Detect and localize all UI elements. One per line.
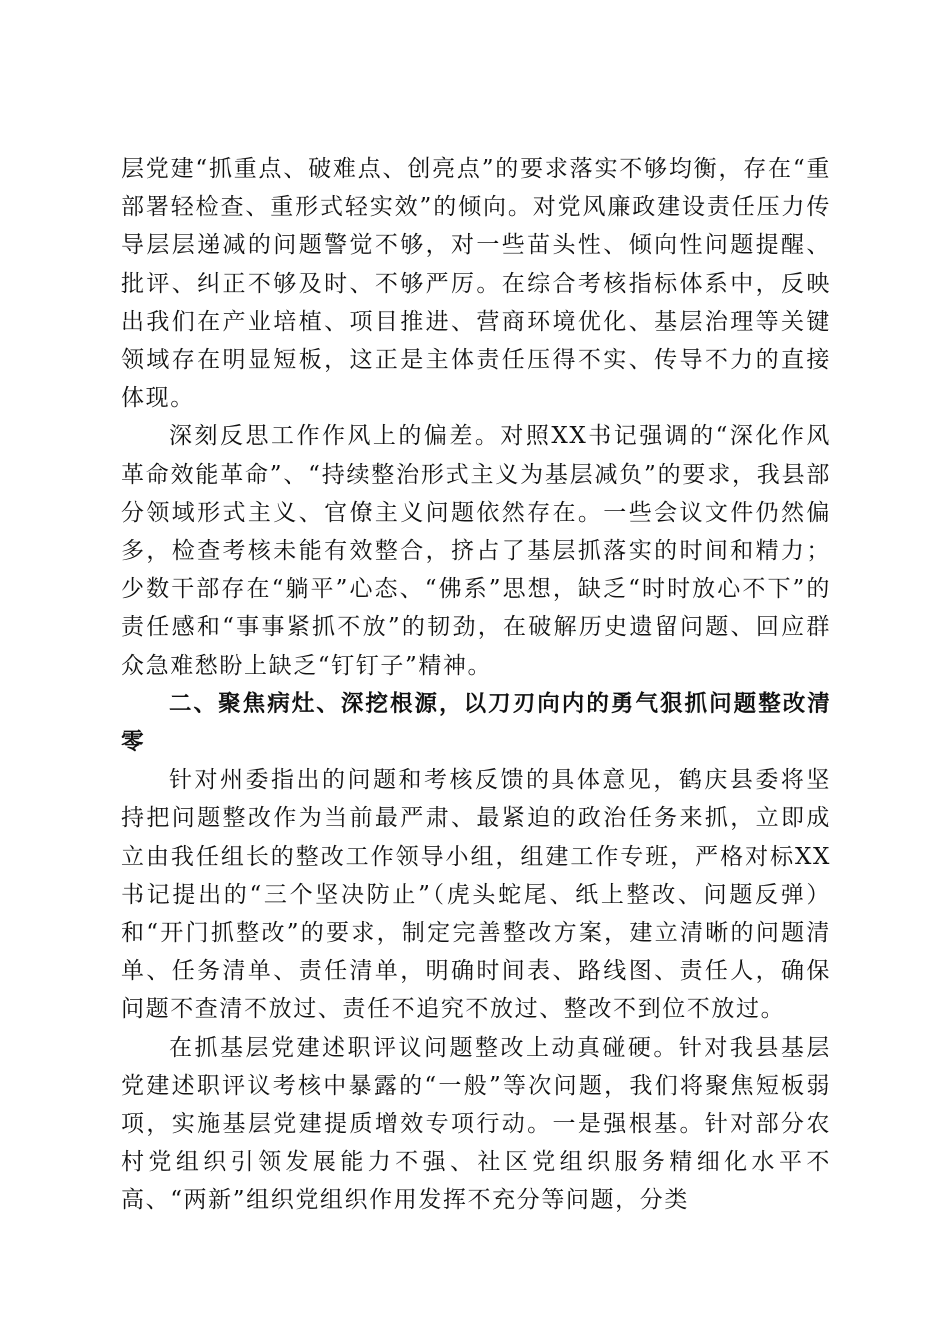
- document-body: [121, 150, 831, 1220]
- paragraph-continuation: 层党建“抓重点、破难点、创亮点”的要求落实不够均衡，存在“重部署轻检查、重形式轻实效”的倾向。对党风廉政建设责任压力传导层层递减的问题警觉不够，对一些苗头性、倾向性问题提醒、批评、纠正不够及时、不够严厉。在综合考核指标体系中，反映出我们在产业培植、项目推进、营商环境优化、基层治理等关键领域存在明显短板，这正是主体责任压得不实、传导不力的直接体现。: [121, 156, 831, 412]
- paragraph-rectification-plan: 针对州委指出的问题和考核反馈的具体意见，鹤庆县委将坚持把问题整改作为当前最严肃、最紧迫的政治任务来抓，立即成立由我任组长的整改工作领导小组，组建工作专班，严格对标XX书记提出的“三个坚决防止”（虎头蛇尾、纸上整改、问题反弹）和“开门抓整改”的要求，制定完善整改方案，建立清晰的问题清单、任务清单、责任清单，明确时间表、路线图、责任人，确保问题不查清不放过、责任不追究不放过、整改不到位不放过。: [121, 767, 831, 1023]
- paragraph-work-style-reflection: 深刻反思工作作风上的偏差。对照XX书记强调的“深化作风革命效能革命”、“持续整治形式主义为基层减负”的要求，我县部分领域形式主义、官僚主义问题依然存在。一些会议文件仍然偏多，检查考核未能有效整合，挤占了基层抓落实的时间和精力；少数干部存在“躺平”心态、“佛系”思想，缺乏“时时放心不下”的责任感和“事事紧抓不放”的韧劲，在破解历史遗留问题、回应群众急难愁盼上缺乏“钉钉子”精神。: [121, 423, 831, 679]
- paragraph-party-building-rectification: 在抓基层党建述职评议问题整改上动真碰硬。针对我县基层党建述职评议考核中暴露的“一般”等次问题，我们将聚焦短板弱项，实施基层党建提质增效专项行动。一是强根基。针对部分农村党组织引领发展能力不强、社区党组织服务精细化水平不高、“两新”组织党组织作用发挥不充分等问题，分类: [121, 1034, 831, 1214]
- section-heading-two: 二、聚焦病灶、深挖根源，以刀刃向内的勇气狠抓问题整改清零: [121, 690, 831, 756]
